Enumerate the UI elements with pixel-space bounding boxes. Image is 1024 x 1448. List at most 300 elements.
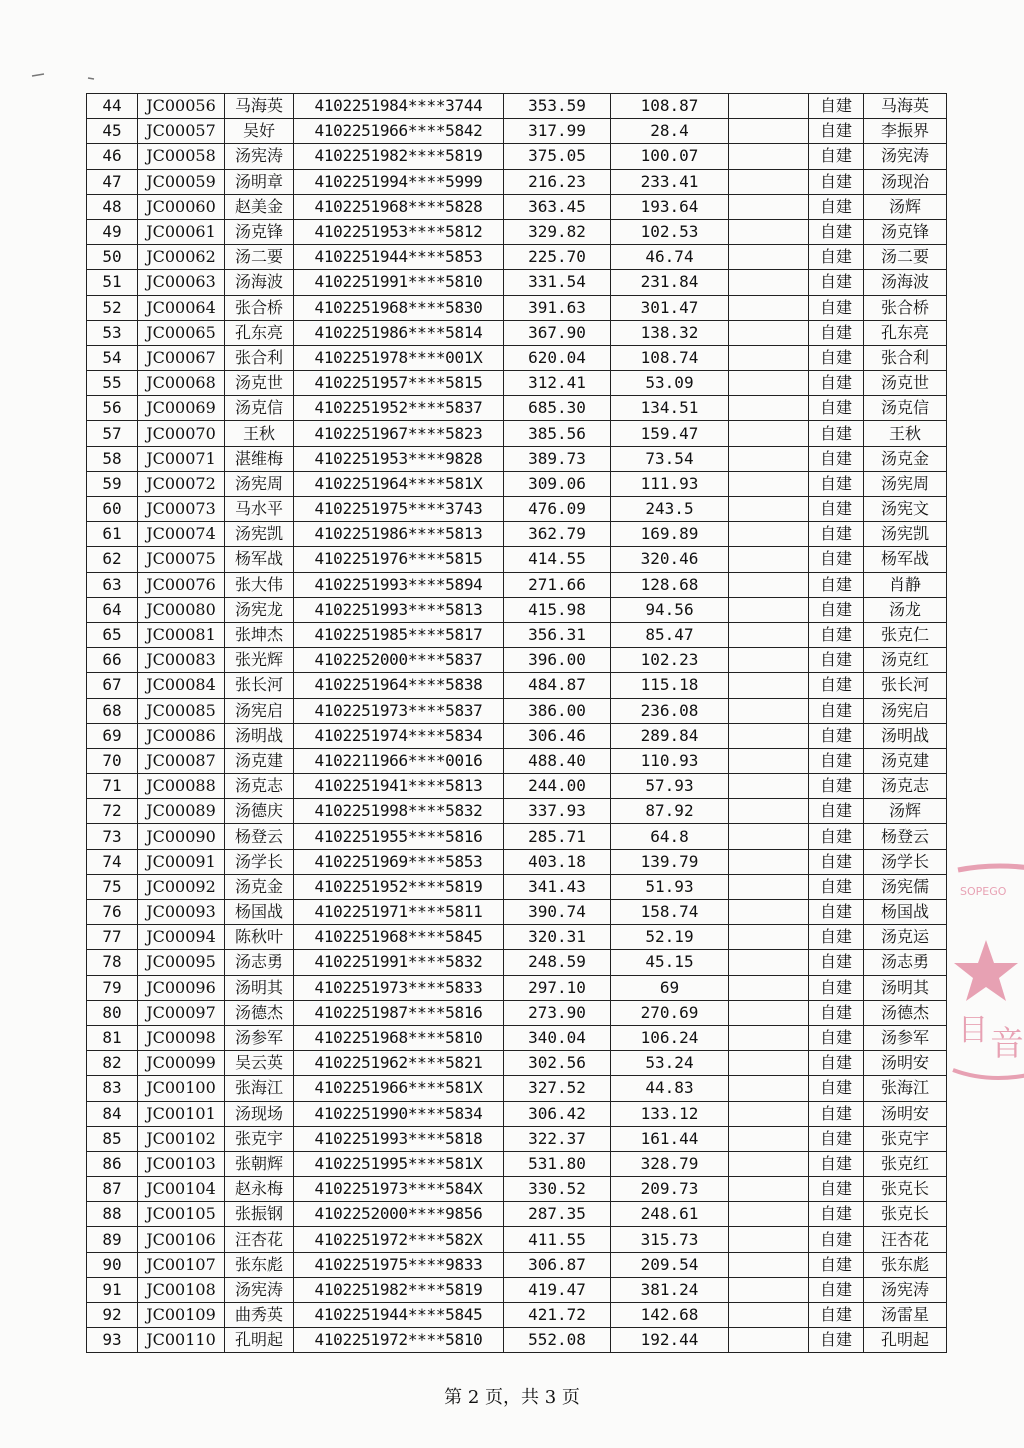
cell-holder: 汤克锋 <box>864 219 947 244</box>
cell-area-1: 312.41 <box>504 371 611 396</box>
cell-area-2: 73.54 <box>611 446 729 471</box>
cell-code: JC00080 <box>138 597 225 622</box>
cell-owner: 杨军战 <box>225 547 294 572</box>
cell-holder: 张海江 <box>864 1076 947 1101</box>
cell-type: 自建 <box>809 1252 864 1277</box>
cell-type: 自建 <box>809 547 864 572</box>
cell-area-1: 363.45 <box>504 194 611 219</box>
table-row <box>87 1051 947 1076</box>
cell-seq: 59 <box>87 471 138 496</box>
cell-blank <box>729 1277 809 1302</box>
cell-type: 自建 <box>809 925 864 950</box>
cell-seq: 57 <box>87 421 138 446</box>
cell-area-1: 367.90 <box>504 320 611 345</box>
table-row <box>87 446 947 471</box>
cell-owner: 张海江 <box>225 1076 294 1101</box>
cell-area-1: 329.82 <box>504 219 611 244</box>
cell-id-number: 4102251968****5810 <box>294 1025 504 1050</box>
cell-area-1: 356.31 <box>504 622 611 647</box>
footer-total-pages: 3 <box>544 1387 557 1408</box>
cell-area-1: 297.10 <box>504 975 611 1000</box>
cell-code: JC00086 <box>138 723 225 748</box>
table-row <box>87 1151 947 1176</box>
cell-seq: 82 <box>87 1051 138 1076</box>
cell-owner: 汤克信 <box>225 396 294 421</box>
cell-owner: 张克宇 <box>225 1126 294 1151</box>
cell-id-number: 4102251990****5834 <box>294 1101 504 1126</box>
cell-seq: 87 <box>87 1177 138 1202</box>
cell-owner: 汤明战 <box>225 723 294 748</box>
cell-type: 自建 <box>809 320 864 345</box>
cell-area-1: 375.05 <box>504 144 611 169</box>
cell-holder: 孔东亮 <box>864 320 947 345</box>
cell-type: 自建 <box>809 622 864 647</box>
table-row <box>87 471 947 496</box>
cell-holder: 杨军战 <box>864 547 947 572</box>
cell-type: 自建 <box>809 723 864 748</box>
cell-owner: 张光辉 <box>225 648 294 673</box>
cell-holder: 汤明安 <box>864 1051 947 1076</box>
cell-owner: 吴好 <box>225 119 294 144</box>
cell-code: JC00094 <box>138 925 225 950</box>
cell-blank <box>729 748 809 773</box>
table-row <box>87 1126 947 1151</box>
cell-area-2: 102.23 <box>611 648 729 673</box>
table-row <box>87 421 947 446</box>
table-row <box>87 1303 947 1328</box>
cell-blank <box>729 648 809 673</box>
seal-text-2: 音 <box>990 1024 1024 1064</box>
cell-type: 自建 <box>809 824 864 849</box>
cell-holder: 马海英 <box>864 94 947 119</box>
cell-area-2: 53.09 <box>611 371 729 396</box>
cell-area-2: 110.93 <box>611 748 729 773</box>
cell-area-1: 476.09 <box>504 497 611 522</box>
cell-area-1: 320.31 <box>504 925 611 950</box>
cell-blank <box>729 119 809 144</box>
cell-area-2: 53.24 <box>611 1051 729 1076</box>
cell-owner: 赵美金 <box>225 194 294 219</box>
cell-blank <box>729 1151 809 1176</box>
cell-area-1: 306.87 <box>504 1252 611 1277</box>
cell-type: 自建 <box>809 1000 864 1025</box>
table-row <box>87 245 947 270</box>
table-row <box>87 144 947 169</box>
cell-blank <box>729 396 809 421</box>
cell-type: 自建 <box>809 245 864 270</box>
cell-seq: 53 <box>87 320 138 345</box>
cell-seq: 90 <box>87 1252 138 1277</box>
cell-code: JC00064 <box>138 295 225 320</box>
table-body <box>87 94 947 1353</box>
cell-id-number: 4102251982****5819 <box>294 144 504 169</box>
cell-id-number: 4102251968****5845 <box>294 925 504 950</box>
cell-holder: 张克长 <box>864 1177 947 1202</box>
cell-seq: 47 <box>87 169 138 194</box>
footer-mid: 页，共 <box>485 1387 539 1408</box>
table-row <box>87 320 947 345</box>
cell-code: JC00104 <box>138 1177 225 1202</box>
cell-area-1: 271.66 <box>504 572 611 597</box>
cell-type: 自建 <box>809 1126 864 1151</box>
cell-id-number: 4102211966****0016 <box>294 748 504 773</box>
cell-holder: 肖静 <box>864 572 947 597</box>
cell-seq: 79 <box>87 975 138 1000</box>
cell-id-number: 4102251975****3743 <box>294 497 504 522</box>
cell-code: JC00109 <box>138 1303 225 1328</box>
cell-area-1: 331.54 <box>504 270 611 295</box>
cell-owner: 汤宪涛 <box>225 144 294 169</box>
cell-code: JC00110 <box>138 1328 225 1353</box>
cell-id-number: 4102251952****5819 <box>294 874 504 899</box>
table-row <box>87 119 947 144</box>
cell-owner: 张朝辉 <box>225 1151 294 1176</box>
cell-id-number: 4102251966****5842 <box>294 119 504 144</box>
cell-area-2: 209.73 <box>611 1177 729 1202</box>
cell-blank <box>729 1303 809 1328</box>
cell-area-2: 57.93 <box>611 774 729 799</box>
cell-area-2: 381.24 <box>611 1277 729 1302</box>
cell-id-number: 4102251964****5838 <box>294 673 504 698</box>
cell-id-number: 4102251985****5817 <box>294 622 504 647</box>
cell-owner: 马海英 <box>225 94 294 119</box>
cell-area-2: 115.18 <box>611 673 729 698</box>
cell-owner: 赵永梅 <box>225 1177 294 1202</box>
cell-type: 自建 <box>809 648 864 673</box>
cell-holder: 张东彪 <box>864 1252 947 1277</box>
cell-blank <box>729 1126 809 1151</box>
cell-blank <box>729 925 809 950</box>
cell-holder: 汤辉 <box>864 799 947 824</box>
cell-blank <box>729 824 809 849</box>
cell-blank <box>729 1101 809 1126</box>
cell-blank <box>729 698 809 723</box>
cell-id-number: 4102251993****5894 <box>294 572 504 597</box>
cell-holder: 汤辉 <box>864 194 947 219</box>
cell-area-2: 108.74 <box>611 345 729 370</box>
cell-type: 自建 <box>809 698 864 723</box>
cell-seq: 86 <box>87 1151 138 1176</box>
cell-id-number: 4102251972****5810 <box>294 1328 504 1353</box>
cell-id-number: 4102251973****5837 <box>294 698 504 723</box>
cell-area-1: 552.08 <box>504 1328 611 1353</box>
cell-blank <box>729 421 809 446</box>
cell-code: JC00093 <box>138 900 225 925</box>
cell-type: 自建 <box>809 144 864 169</box>
cell-type: 自建 <box>809 371 864 396</box>
cell-code: JC00096 <box>138 975 225 1000</box>
table-row <box>87 522 947 547</box>
cell-seq: 61 <box>87 522 138 547</box>
cell-type: 自建 <box>809 950 864 975</box>
table-row <box>87 345 947 370</box>
cell-owner: 汤二要 <box>225 245 294 270</box>
cell-holder: 汤明安 <box>864 1101 947 1126</box>
cell-area-2: 100.07 <box>611 144 729 169</box>
cell-area-1: 317.99 <box>504 119 611 144</box>
cell-area-1: 385.56 <box>504 421 611 446</box>
cell-blank <box>729 547 809 572</box>
cell-area-1: 353.59 <box>504 94 611 119</box>
cell-area-2: 289.84 <box>611 723 729 748</box>
cell-blank <box>729 1202 809 1227</box>
cell-area-1: 362.79 <box>504 522 611 547</box>
cell-seq: 71 <box>87 774 138 799</box>
cell-type: 自建 <box>809 345 864 370</box>
cell-blank <box>729 874 809 899</box>
cell-id-number: 4102251973****5833 <box>294 975 504 1000</box>
cell-area-2: 94.56 <box>611 597 729 622</box>
table-row <box>87 975 947 1000</box>
cell-holder: 汤明其 <box>864 975 947 1000</box>
scan-mark <box>30 70 100 82</box>
cell-area-1: 248.59 <box>504 950 611 975</box>
cell-area-2: 85.47 <box>611 622 729 647</box>
cell-holder: 张合利 <box>864 345 947 370</box>
cell-id-number: 4102251976****5815 <box>294 547 504 572</box>
cell-code: JC00059 <box>138 169 225 194</box>
cell-type: 自建 <box>809 1202 864 1227</box>
table-row <box>87 1277 947 1302</box>
cell-area-2: 193.64 <box>611 194 729 219</box>
footer-prefix: 第 <box>444 1387 463 1408</box>
cell-seq: 83 <box>87 1076 138 1101</box>
cell-seq: 62 <box>87 547 138 572</box>
cell-seq: 50 <box>87 245 138 270</box>
cell-holder: 杨国战 <box>864 900 947 925</box>
cell-area-1: 421.72 <box>504 1303 611 1328</box>
cell-area-2: 44.83 <box>611 1076 729 1101</box>
cell-code: JC00099 <box>138 1051 225 1076</box>
cell-area-2: 128.68 <box>611 572 729 597</box>
cell-code: JC00081 <box>138 622 225 647</box>
cell-owner: 汪杏花 <box>225 1227 294 1252</box>
cell-code: JC00087 <box>138 748 225 773</box>
table-row <box>87 597 947 622</box>
cell-blank <box>729 320 809 345</box>
cell-code: JC00063 <box>138 270 225 295</box>
cell-seq: 75 <box>87 874 138 899</box>
cell-code: JC00098 <box>138 1025 225 1050</box>
cell-area-2: 138.32 <box>611 320 729 345</box>
cell-area-1: 287.35 <box>504 1202 611 1227</box>
cell-owner: 汤明其 <box>225 975 294 1000</box>
cell-id-number: 4102251969****5853 <box>294 849 504 874</box>
cell-area-1: 330.52 <box>504 1177 611 1202</box>
cell-area-1: 419.47 <box>504 1277 611 1302</box>
cell-blank <box>729 1000 809 1025</box>
cell-area-2: 102.53 <box>611 219 729 244</box>
cell-type: 自建 <box>809 597 864 622</box>
cell-holder: 汤龙 <box>864 597 947 622</box>
cell-holder: 汤宪启 <box>864 698 947 723</box>
table-row <box>87 371 947 396</box>
cell-id-number: 4102251991****5832 <box>294 950 504 975</box>
cell-code: JC00074 <box>138 522 225 547</box>
cell-owner: 汤宪周 <box>225 471 294 496</box>
cell-seq: 72 <box>87 799 138 824</box>
cell-code: JC00069 <box>138 396 225 421</box>
cell-seq: 56 <box>87 396 138 421</box>
cell-code: JC00062 <box>138 245 225 270</box>
cell-owner: 汤宪涛 <box>225 1277 294 1302</box>
cell-id-number: 4102251944****5853 <box>294 245 504 270</box>
cell-code: JC00071 <box>138 446 225 471</box>
cell-id-number: 4102251995****581X <box>294 1151 504 1176</box>
cell-type: 自建 <box>809 1277 864 1302</box>
cell-area-2: 270.69 <box>611 1000 729 1025</box>
cell-seq: 58 <box>87 446 138 471</box>
cell-area-1: 620.04 <box>504 345 611 370</box>
cell-code: JC00101 <box>138 1101 225 1126</box>
cell-holder: 汤参军 <box>864 1025 947 1050</box>
cell-id-number: 4102251967****5823 <box>294 421 504 446</box>
table-row <box>87 94 947 119</box>
cell-area-1: 273.90 <box>504 1000 611 1025</box>
cell-code: JC00088 <box>138 774 225 799</box>
cell-area-2: 159.47 <box>611 421 729 446</box>
cell-owner: 孔东亮 <box>225 320 294 345</box>
cell-owner: 张坤杰 <box>225 622 294 647</box>
cell-holder: 王秋 <box>864 421 947 446</box>
cell-code: JC00085 <box>138 698 225 723</box>
official-seal <box>948 855 1024 1085</box>
cell-owner: 汤海波 <box>225 270 294 295</box>
cell-area-2: 243.5 <box>611 497 729 522</box>
cell-code: JC00072 <box>138 471 225 496</box>
cell-area-1: 414.55 <box>504 547 611 572</box>
cell-area-1: 389.73 <box>504 446 611 471</box>
table-row <box>87 169 947 194</box>
cell-blank <box>729 950 809 975</box>
cell-area-1: 390.74 <box>504 900 611 925</box>
cell-area-2: 28.4 <box>611 119 729 144</box>
cell-owner: 汤宪启 <box>225 698 294 723</box>
cell-type: 自建 <box>809 522 864 547</box>
cell-area-1: 531.80 <box>504 1151 611 1176</box>
table-row <box>87 497 947 522</box>
cell-code: JC00073 <box>138 497 225 522</box>
cell-code: JC00084 <box>138 673 225 698</box>
cell-code: JC00065 <box>138 320 225 345</box>
cell-area-1: 396.00 <box>504 648 611 673</box>
cell-code: JC00058 <box>138 144 225 169</box>
cell-seq: 51 <box>87 270 138 295</box>
cell-area-2: 69 <box>611 975 729 1000</box>
cell-code: JC00100 <box>138 1076 225 1101</box>
cell-type: 自建 <box>809 94 864 119</box>
cell-holder: 汤学长 <box>864 849 947 874</box>
cell-blank <box>729 622 809 647</box>
footer-suffix: 页 <box>561 1387 580 1408</box>
cell-area-2: 46.74 <box>611 245 729 270</box>
cell-id-number: 4102251991****5810 <box>294 270 504 295</box>
cell-seq: 45 <box>87 119 138 144</box>
cell-seq: 80 <box>87 1000 138 1025</box>
cell-seq: 64 <box>87 597 138 622</box>
cell-blank <box>729 1252 809 1277</box>
cell-seq: 66 <box>87 648 138 673</box>
cell-seq: 52 <box>87 295 138 320</box>
cell-seq: 67 <box>87 673 138 698</box>
cell-code: JC00097 <box>138 1000 225 1025</box>
table-row <box>87 648 947 673</box>
table-row <box>87 194 947 219</box>
cell-area-2: 192.44 <box>611 1328 729 1353</box>
cell-type: 自建 <box>809 194 864 219</box>
table-row <box>87 572 947 597</box>
cell-seq: 44 <box>87 94 138 119</box>
cell-owner: 汤志勇 <box>225 950 294 975</box>
seal-text-top: SOPEGO <box>960 885 1007 898</box>
cell-id-number: 4102251971****5811 <box>294 900 504 925</box>
cell-area-1: 403.18 <box>504 849 611 874</box>
cell-holder: 汤明战 <box>864 723 947 748</box>
cell-holder: 汤克世 <box>864 371 947 396</box>
cell-seq: 74 <box>87 849 138 874</box>
footer-current-page: 2 <box>467 1387 480 1408</box>
cell-blank <box>729 1177 809 1202</box>
cell-type: 自建 <box>809 1051 864 1076</box>
cell-blank <box>729 849 809 874</box>
cell-area-1: 484.87 <box>504 673 611 698</box>
cell-id-number: 4102251962****5821 <box>294 1051 504 1076</box>
cell-code: JC00102 <box>138 1126 225 1151</box>
cell-area-1: 685.30 <box>504 396 611 421</box>
cell-owner: 马水平 <box>225 497 294 522</box>
cell-owner: 汤克建 <box>225 748 294 773</box>
cell-type: 自建 <box>809 1227 864 1252</box>
cell-id-number: 4102251984****3744 <box>294 94 504 119</box>
cell-type: 自建 <box>809 874 864 899</box>
cell-area-1: 341.43 <box>504 874 611 899</box>
table-row <box>87 799 947 824</box>
cell-blank <box>729 673 809 698</box>
cell-area-2: 111.93 <box>611 471 729 496</box>
cell-area-1: 411.55 <box>504 1227 611 1252</box>
cell-seq: 69 <box>87 723 138 748</box>
cell-type: 自建 <box>809 270 864 295</box>
cell-seq: 63 <box>87 572 138 597</box>
cell-code: JC00092 <box>138 874 225 899</box>
cell-id-number: 4102251993****5813 <box>294 597 504 622</box>
cell-owner: 汤学长 <box>225 849 294 874</box>
table-row <box>87 723 947 748</box>
cell-blank <box>729 572 809 597</box>
cell-id-number: 4102251975****9833 <box>294 1252 504 1277</box>
cell-blank <box>729 144 809 169</box>
cell-code: JC00057 <box>138 119 225 144</box>
table-row <box>87 219 947 244</box>
cell-blank <box>729 522 809 547</box>
cell-area-2: 106.24 <box>611 1025 729 1050</box>
cell-id-number: 4102251994****5999 <box>294 169 504 194</box>
cell-code: JC00068 <box>138 371 225 396</box>
cell-seq: 46 <box>87 144 138 169</box>
cell-area-1: 244.00 <box>504 774 611 799</box>
cell-owner: 张大伟 <box>225 572 294 597</box>
cell-id-number: 4102251968****5830 <box>294 295 504 320</box>
cell-type: 自建 <box>809 421 864 446</box>
cell-id-number: 4102251998****5832 <box>294 799 504 824</box>
cell-area-2: 301.47 <box>611 295 729 320</box>
table-row <box>87 622 947 647</box>
table-row <box>87 1328 947 1353</box>
table-row <box>87 295 947 320</box>
cell-holder: 张合桥 <box>864 295 947 320</box>
cell-area-1: 327.52 <box>504 1076 611 1101</box>
cell-seq: 92 <box>87 1303 138 1328</box>
